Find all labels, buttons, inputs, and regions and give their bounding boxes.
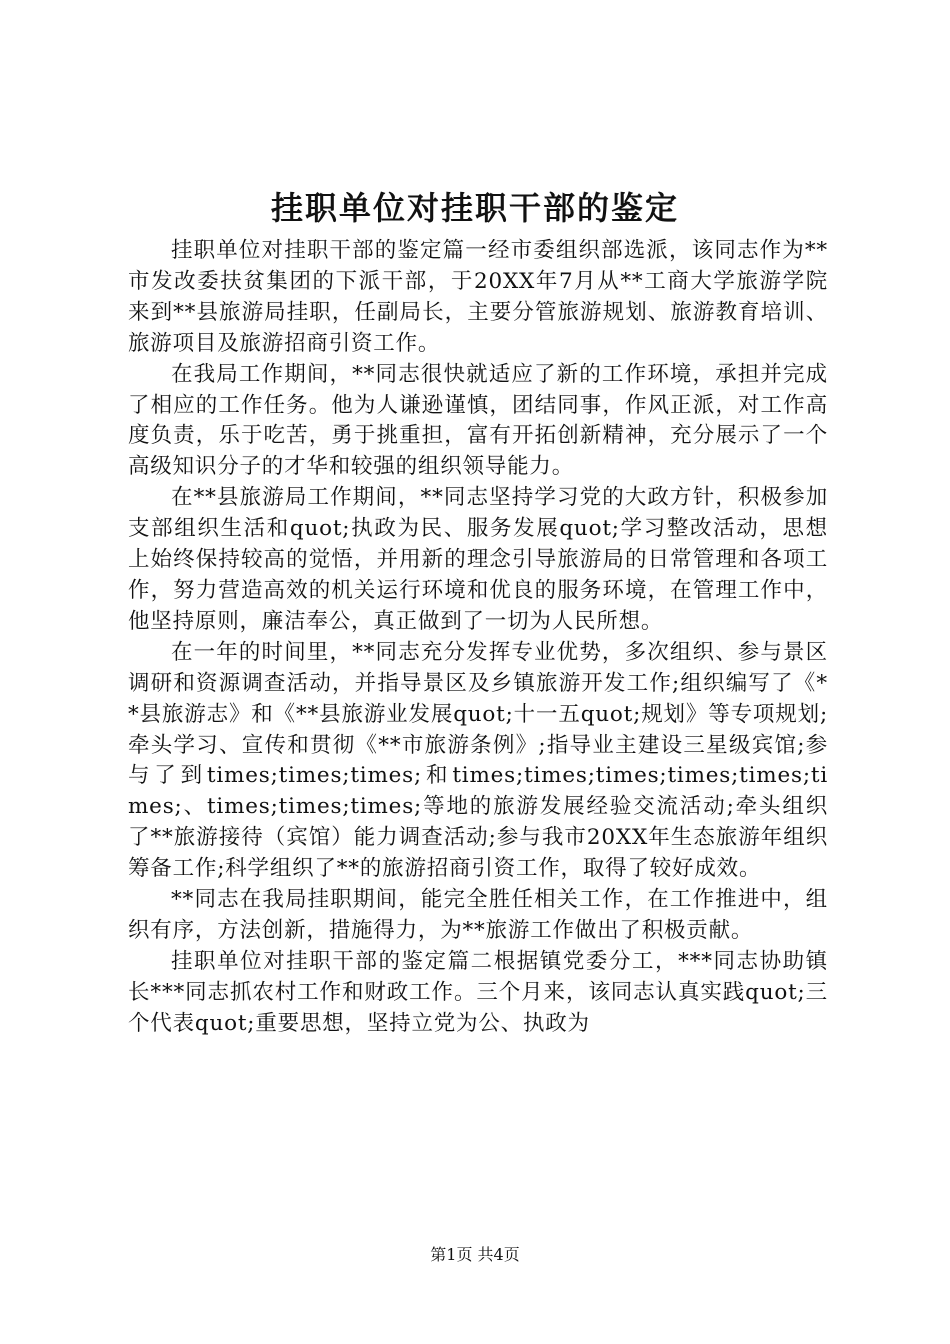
paragraph-3: 在**县旅游局工作期间，**同志坚持学习党的大政方针，积极参加支部组织生活和quot;执政为民、服务发展quot;学习整改活动，思想上始终保持较高的觉悟，并用新的理念引导旅游局的日常管理和各项工作，努力营造高效的机关运行环境和优良的服务环境，在管理工作中，他坚持原则，廉洁奉公，真正做到了一切为人民所想。 — [128, 485, 828, 634]
page-footer: 第1页 共4页 — [430, 1245, 520, 1264]
paragraph-5: **同志在我局挂职期间，能完全胜任相关工作，在工作推进中，组织有序，方法创新，措施得力，为**旅游工作做出了积极贡献。 — [128, 887, 828, 943]
paragraph-4: 在一年的时间里，**同志充分发挥专业优势，多次组织、参与景区调研和资源调查活动，并指导景区及乡镇旅游开发工作;组织编写了《**县旅游志》和《**县旅游业发展quot;十一五quot;规划》等专项规划;牵头学习、宣传和贯彻《**市旅游条例》;指导业主建设三星级宾馆;参与了到times;times;times;和times;times;times;times;times;times;、times;times;times;等地的旅游发展经验交流活动;牵头组织了**旅游接待（宾馆）能力调查活动;参与我市20XX年生态旅游年组织筹备工作;科学组织了**的旅游招商引资工作，取得了较好成效。 — [128, 639, 828, 882]
document-body — [128, 236, 828, 1040]
document-title: 挂职单位对挂职干部的鉴定 — [270, 189, 679, 227]
paragraph-6: 挂职单位对挂职干部的鉴定篇二根据镇党委分工，***同志协助镇长***同志抓农村工作和财政工作。三个月来，该同志认真实践quot;三个代表quot;重要思想，坚持立党为公、执政为 — [128, 948, 828, 1036]
paragraph-2: 在我局工作期间，**同志很快就适应了新的工作环境，承担并完成了相应的工作任务。他为人谦逊谨慎，团结同事，作风正派，对工作高度负责，乐于吃苦，勇于挑重担，富有开拓创新精神，充分展示了一个高级知识分子的才华和较强的组织领导能力。 — [128, 361, 828, 480]
paragraph-1: 挂职单位对挂职干部的鉴定篇一经市委组织部选派，该同志作为**市发改委扶贫集团的下派干部，于20XX年7月从**工商大学旅游学院来到**县旅游局挂职，任副局长，主要分管旅游规划、旅游教育培训、旅游项目及旅游招商引资工作。 — [128, 238, 828, 356]
